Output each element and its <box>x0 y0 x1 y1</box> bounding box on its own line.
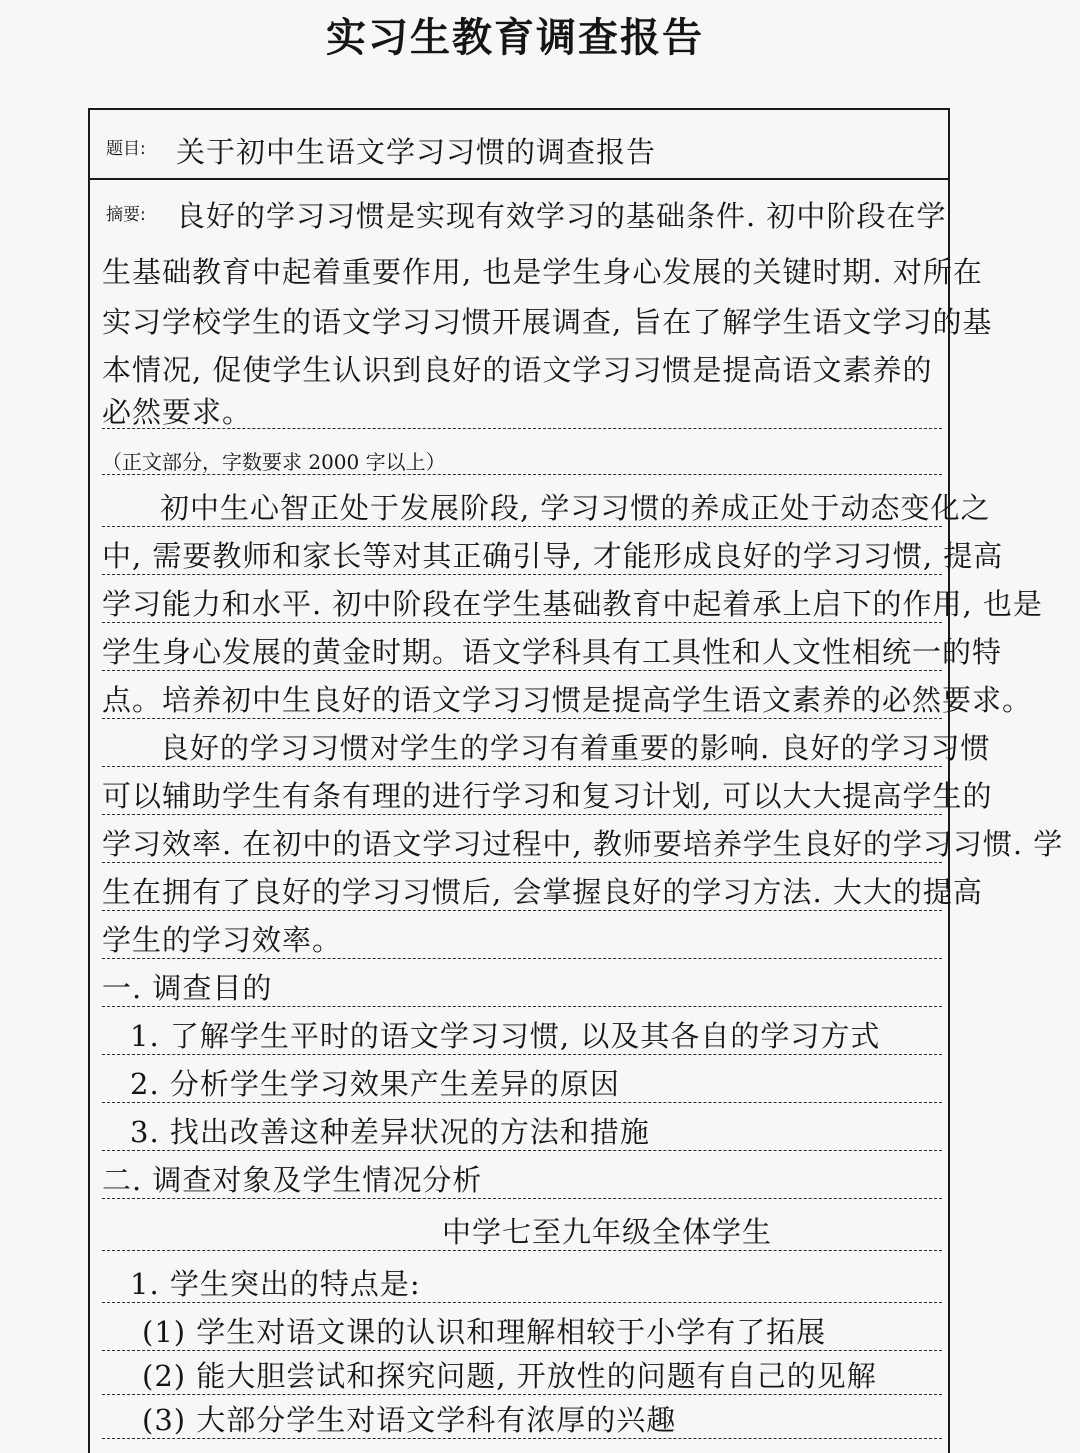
list-item: 2. 分析学生学习效果产生差异的原因 <box>130 1067 620 1101</box>
topic-text: 关于初中生语文学习习惯的调查报告 <box>176 135 657 169</box>
list-item: (1) 学生对语文课的认识和理解相较于小学有了拓展 <box>142 1315 827 1349</box>
ruled-line <box>102 1350 942 1351</box>
ruled-line <box>102 1198 942 1199</box>
divider <box>90 178 948 180</box>
ruled-line <box>102 1150 942 1151</box>
page-title: 实习生教育调查报告 <box>326 15 704 61</box>
abstract-label: 摘要: <box>106 205 146 225</box>
ruled-line <box>102 1394 942 1395</box>
body-line: 中, 需要教师和家长等对其正确引导, 才能形成良好的学习习惯, 提高 <box>102 539 1004 573</box>
list-item: (3) 大部分学生对语文学科有浓厚的兴趣 <box>142 1403 677 1437</box>
section-heading: 一. 调查目的 <box>102 971 273 1005</box>
ruled-line <box>102 474 942 475</box>
abstract-line: 生基础教育中起着重要作用, 也是学生身心发展的关键时期. 对所在 <box>102 255 983 289</box>
body-line: 学习效率. 在初中的语文学习过程中, 教师要培养学生良好的学习习惯. 学 <box>102 827 1064 861</box>
ruled-line <box>102 766 942 767</box>
ruled-line <box>102 1438 942 1439</box>
ruled-line <box>102 814 942 815</box>
body-line: 良好的学习习惯对学生的学习有着重要的影响. 良好的学习习惯 <box>160 731 991 765</box>
ruled-line <box>102 910 942 911</box>
section-heading: 二. 调查对象及学生情况分析 <box>102 1163 483 1197</box>
report-form <box>88 108 1064 1453</box>
ruled-line <box>102 718 942 719</box>
ruled-line <box>102 428 942 429</box>
ruled-line <box>102 622 942 623</box>
abstract-line: 本情况, 促使学生认识到良好的语文学习习惯是提高语文素养的 <box>102 353 933 387</box>
ruled-line <box>102 1102 942 1103</box>
body-note: （正文部分，字数要求 2000 字以上） <box>102 450 446 474</box>
body-line: 可以辅助学生有条有理的进行学习和复习计划, 可以大大提高学生的 <box>102 779 993 813</box>
body-line: 生在拥有了良好的学习习惯后, 会掌握良好的学习方法. 大大的提高 <box>102 875 983 909</box>
abstract-line: 必然要求。 <box>102 395 253 429</box>
topic-label: 题目: <box>106 139 146 159</box>
ruled-line <box>102 1054 942 1055</box>
body-line: 初中生心智正处于发展阶段, 学习习惯的养成正处于动态变化之 <box>160 491 991 525</box>
abstract-line: 良好的学习习惯是实现有效学习的基础条件. 初中阶段在学 <box>176 199 947 233</box>
ruled-line <box>102 958 942 959</box>
ruled-line <box>102 862 942 863</box>
list-item: 1. 学生突出的特点是: <box>130 1267 421 1301</box>
list-item: 3. 找出改善这种差异状况的方法和措施 <box>130 1115 650 1149</box>
body-line: 点。培养初中生良好的语文学习习惯是提高学生语文素养的必然要求。 <box>102 683 1033 717</box>
ruled-line <box>102 526 942 527</box>
ruled-line <box>102 574 942 575</box>
ruled-line <box>102 670 942 671</box>
abstract-line: 实习学校学生的语文学习习惯开展调查, 旨在了解学生语文学习的基 <box>102 305 993 339</box>
body-line: 学生的学习效率。 <box>102 923 343 957</box>
ruled-line <box>102 1250 942 1251</box>
body-line: 学习能力和水平. 初中阶段在学生基础教育中起着承上启下的作用, 也是 <box>102 587 1043 621</box>
ruled-line <box>102 1006 942 1007</box>
body-line: 学生身心发展的黄金时期。语文学科具有工具性和人文性相统一的特 <box>102 635 1003 669</box>
survey-subject: 中学七至九年级全体学生 <box>442 1215 773 1249</box>
ruled-line <box>102 1302 942 1303</box>
list-item: (2) 能大胆尝试和探究问题, 开放性的问题有自己的见解 <box>142 1359 877 1393</box>
list-item: 1. 了解学生平时的语文学习习惯, 以及其各自的学习方式 <box>130 1019 881 1053</box>
